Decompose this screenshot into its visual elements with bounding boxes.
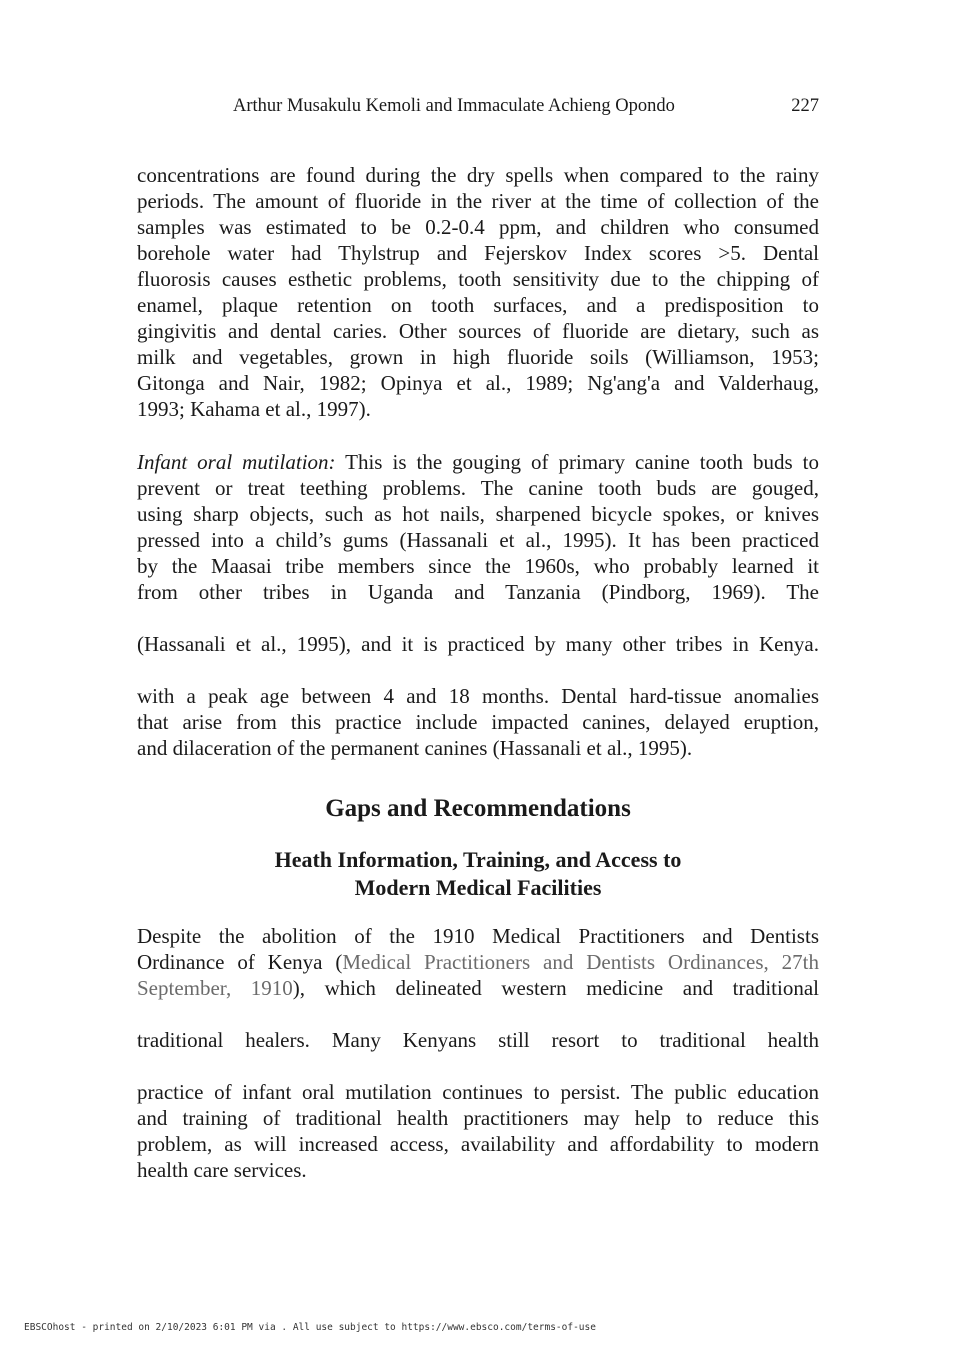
running-header-authors: Arthur Musakulu Kemoli and Immaculate Achieng Opondo [233, 96, 675, 116]
text-line: enamel, plaque retention on tooth surfaces, and a predisposition to [137, 293, 819, 317]
text-line: using sharp objects, such as hot nails, sharpened bicycle spokes, or knives [137, 502, 819, 526]
text-line: borehole water had Thylstrup and Fejerskov Index scores >5. Dental [137, 241, 819, 265]
text-line: pressed into a child’s gums (Hassanali et al., 1995). It has been practiced [137, 528, 819, 552]
paragraph-traditional-healers [137, 1027, 819, 1053]
subsection-heading [137, 846, 819, 902]
text-line: milk and vegetables, grown in high fluoride soils (Williamson, 1953; [137, 345, 819, 369]
text-line: and training of traditional health practitioners may help to reduce this [137, 1106, 819, 1130]
subsection-heading-line: Modern Medical Facilities [354, 875, 602, 900]
section-heading: Gaps and Recommendations [325, 795, 631, 822]
text-line: samples was estimated to be 0.2-0.4 ppm, and children who consumed [137, 215, 819, 239]
text-line: gingivitis and dental caries. Other sources of fluoride are dietary, such as [137, 319, 819, 343]
running-header [137, 96, 819, 122]
text-line: practice of infant oral mutilation continues to persist. The public education [137, 1080, 819, 1104]
text-line: problem, as will increased access, availability and affordability to modern [137, 1132, 819, 1156]
text-line: by the Maasai tribe members since the 1960s, who probably learned it [137, 554, 819, 578]
text-line [137, 449, 819, 475]
text-line: prevent or treat teething problems. The canine tooth buds are gouged, [137, 476, 819, 500]
text-line: (Hassanali et al., 1995), and it is practiced by many other tribes in Kenya. [137, 632, 819, 656]
text-line: fluorosis causes esthetic problems, tooth sensitivity due to the chipping of [137, 267, 819, 291]
text-line [137, 949, 819, 975]
paragraph-fluorosis [137, 162, 819, 422]
text-fragment: ), which delineated western medicine and traditional [292, 976, 819, 1000]
text-line: periods. The amount of fluoride in the river at the time of collection of the [137, 189, 819, 213]
text-line: with a peak age between 4 and 18 months. Dental hard-tissue anomalies [137, 684, 819, 708]
paragraph-practiced-by-tribes [137, 631, 819, 657]
text-line: Gitonga and Nair, 1982; Opinya et al., 1989; Ng'ang'a and Valderhaug, [137, 371, 819, 395]
paragraph-infant-oral-mutilation [137, 449, 819, 605]
text-line: concentrations are found during the dry spells when compared to the rainy [137, 163, 819, 187]
paragraph-peak-age [137, 683, 819, 761]
text-line: health care services. [137, 1158, 307, 1182]
paragraph-public-education [137, 1079, 819, 1183]
print-footer: EBSCOhost - printed on 2/10/2023 6:01 PM via . All use subject to https://www.ebsco.com/terms-of-use [24, 1322, 596, 1333]
text-fragment: This is the gouging of primary canine tooth buds to [335, 450, 819, 474]
text-line: Despite the abolition of the 1910 Medical Practitioners and Dentists [137, 924, 819, 948]
text-line: 1993; Kahama et al., 1997). [137, 397, 371, 421]
page-number: 227 [791, 96, 819, 116]
text-line: from other tribes in Uganda and Tanzania (Pindborg, 1969). The [137, 580, 819, 604]
text-line: traditional healers. Many Kenyans still resort to traditional health [137, 1028, 819, 1052]
subsection-heading-line: Heath Information, Training, and Access to [274, 847, 682, 872]
paragraph-ordinance [137, 923, 819, 1001]
text-line [137, 975, 819, 1001]
text-line: and dilaceration of the permanent canines (Hassanali et al., 1995). [137, 736, 693, 760]
text-fragment: Ordinance of Kenya ( [137, 950, 343, 974]
ordinance-citation-link[interactable]: September, 1910 [137, 976, 293, 1000]
ordinance-citation-link[interactable]: Medical Practitioners and Dentists Ordinances, 27th [342, 950, 820, 974]
text-line: that arise from this practice include impacted canines, delayed eruption, [137, 710, 819, 734]
paragraph-lead-term: Infant oral mutilation: [137, 450, 336, 474]
